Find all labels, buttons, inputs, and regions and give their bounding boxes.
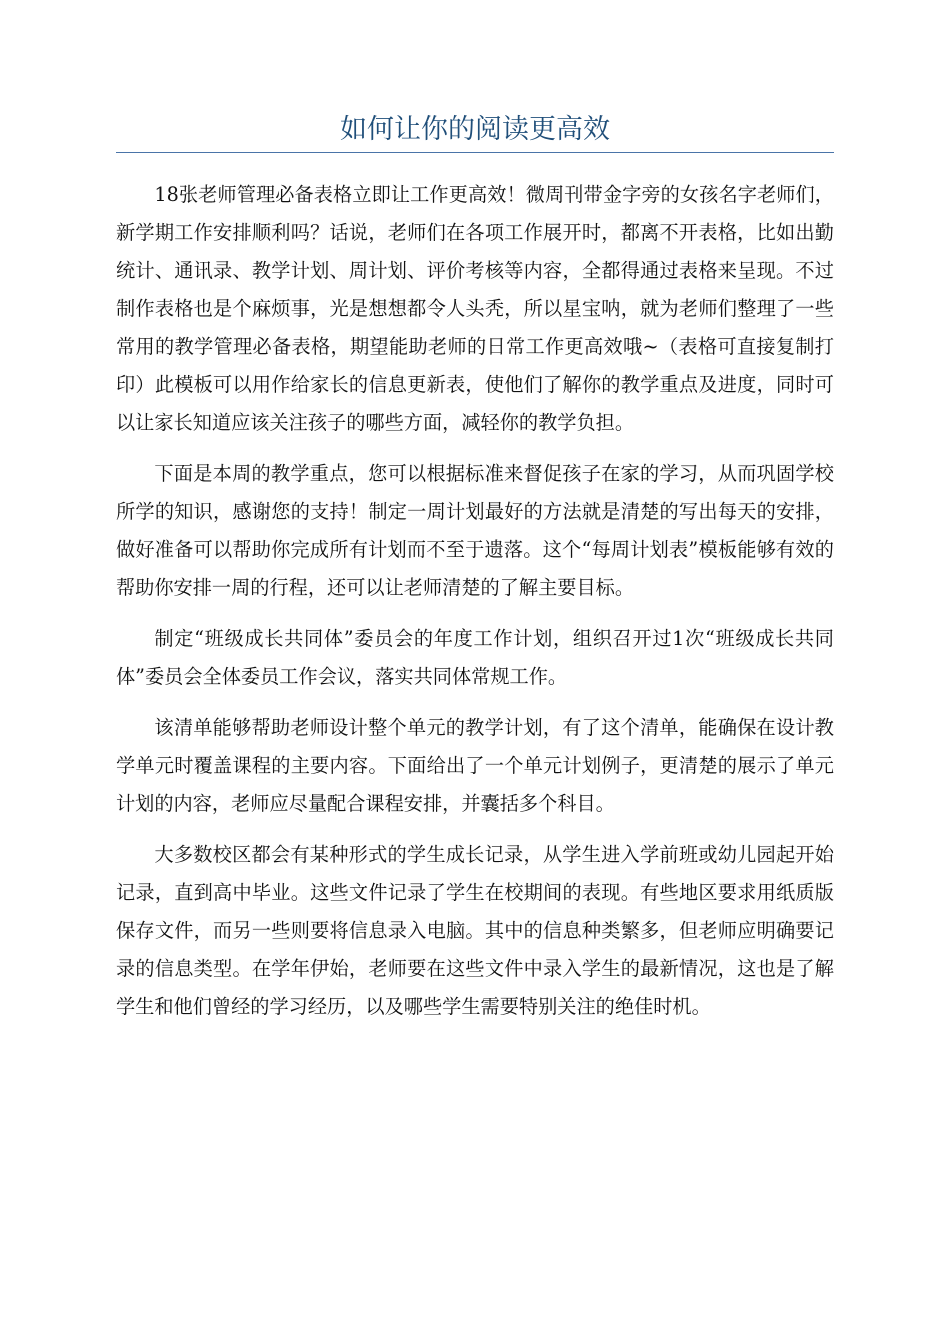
paragraph-1: 18张老师管理必备表格立即让工作更高效！微周刊带金字旁的女孩名字老师们，新学期工作安排顺利吗？话说，老师们在各项工作展开时，都离不开表格，比如出勤统计、通讯录、教学计划、周计划、评价考核等内容，全都得通过表格来呈现。不过制作表格也是个麻烦事，光是想想都令人头秃，所以星宝呐，就为老师们整理了一些常用的教学管理必备表格，期望能助老师的日常工作更高效哦~（表格可直接复制打印）此模板可以用作给家长的信息更新表，使他们了解你的教学重点及进度，同时可以让家长知道应该关注孩子的哪些方面，减轻你的教学负担。 — [116, 183, 834, 434]
document-body — [116, 176, 834, 1039]
paragraph-3: 制定“班级成长共同体”委员会的年度工作计划，组织召开过1次“班级成长共同体”委员会全体委员工作会议，落实共同体常规工作。 — [116, 627, 834, 688]
paragraph-5: 大多数校区都会有某种形式的学生成长记录，从学生进入学前班或幼儿园起开始记录，直到高中毕业。这些文件记录了学生在校期间的表现。有些地区要求用纸质版保存文件，而另一些则要将信息录入电脑。其中的信息种类繁多，但老师应明确要记录的信息类型。在学年伊始，老师要在这些文件中录入学生的最新情况，这也是了解学生和他们曾经的学习经历，以及哪些学生需要特别关注的绝佳时机。 — [116, 843, 834, 1018]
document-title: 如何让你的阅读更高效 — [340, 114, 610, 145]
title-underline — [116, 152, 834, 153]
title-block — [116, 110, 834, 153]
paragraph-2: 下面是本周的教学重点，您可以根据标准来督促孩子在家的学习，从而巩固学校所学的知识，感谢您的支持！制定一周计划最好的方法就是清楚的写出每天的安排，做好准备可以帮助你完成所有计划而不至于遗落。这个“每周计划表”模板能够有效的帮助你安排一周的行程，还可以让老师清楚的了解主要目标。 — [116, 462, 834, 599]
paragraph-4: 该清单能够帮助老师设计整个单元的教学计划，有了这个清单，能确保在设计教学单元时覆盖课程的主要内容。下面给出了一个单元计划例子，更清楚的展示了单元计划的内容，老师应尽量配合课程安排，并囊括多个科目。 — [116, 716, 834, 815]
